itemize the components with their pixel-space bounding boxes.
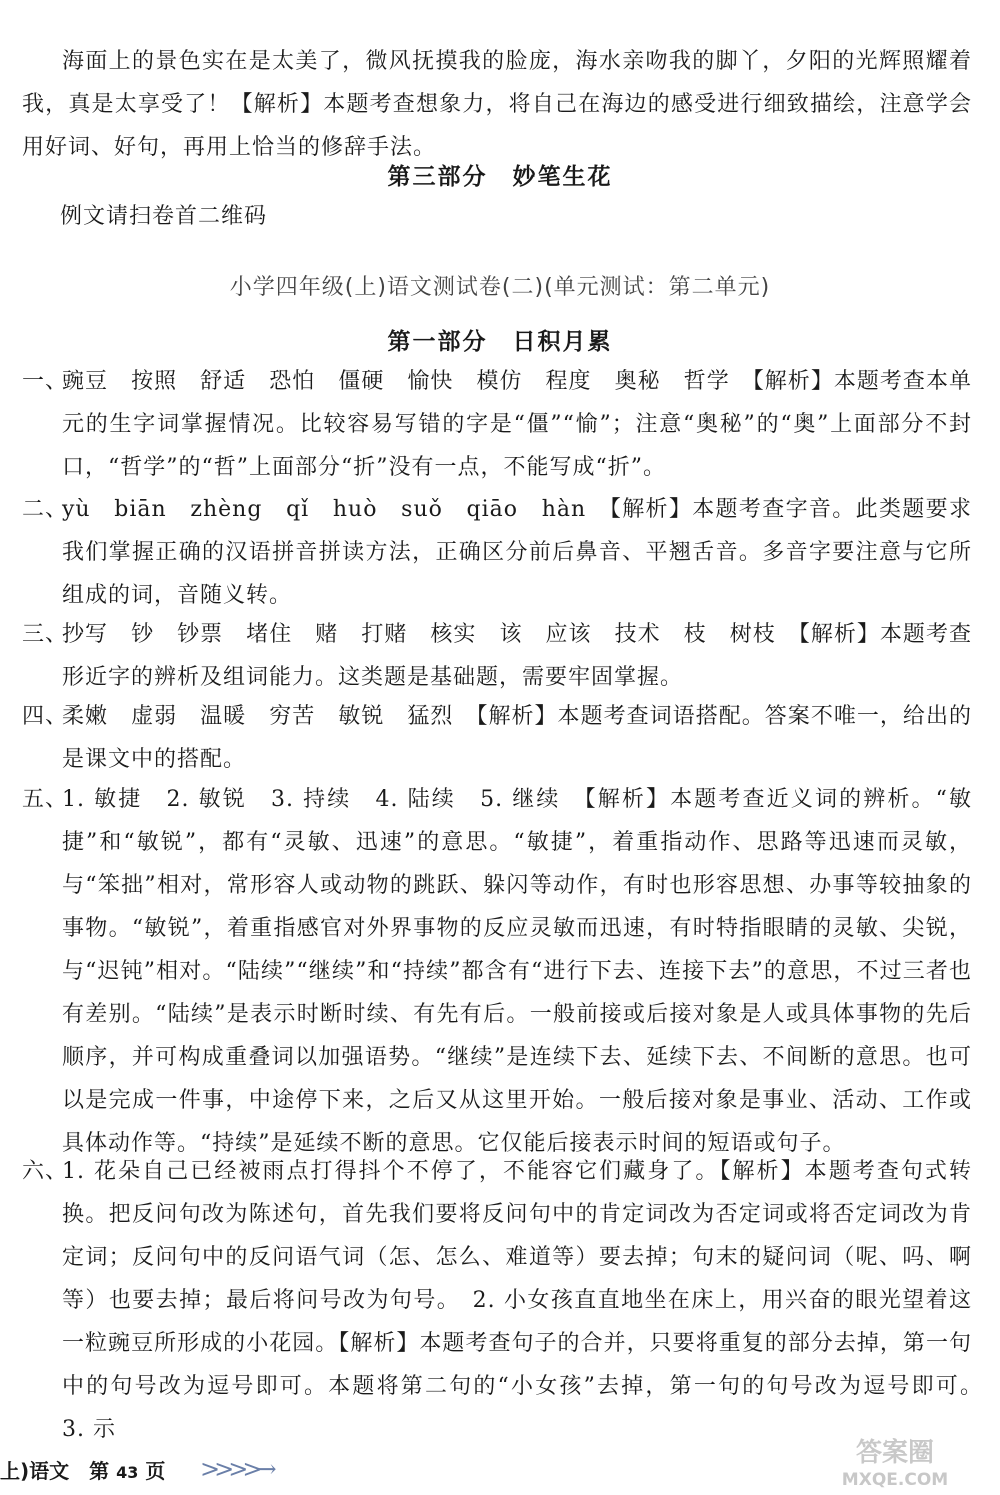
page-footer bbox=[0, 1455, 165, 1484]
svg-text:MXQE.COM: MXQE.COM bbox=[841, 1470, 949, 1490]
item-text: 1. 花朵自己已经被雨点打得抖个不停了，不能容它们藏身了。【解析】本题考查句式转换。把反问句改为陈述句，首先我们要将反问句中的肯定词改为否定词或将否定词改为肯定词；反问句中的反问语气词（怎、怎么、难道等）要去掉；句末的疑问词（呢、吗、啊等）也要去掉；最后将问号改为句号。 2. 小女孩直直地坐在床上，用兴奋的眼光望着这一粒豌豆所形成的小花园。【解析】本题考查句子的合并，只要将重复的部分去掉，第一句中的句号改为逗号即可。本题将第二句的“小女孩”去掉，第一句的句号改为逗号即可。 3. 示 bbox=[62, 1159, 996, 1442]
section3-text: 例文请扫卷首二维码 bbox=[60, 204, 268, 229]
test-title: 小学四年级(上)语文测试卷(二)(单元测试：第二单元) bbox=[229, 275, 771, 300]
item-number: 六、 bbox=[22, 1159, 69, 1184]
page-number: 43 bbox=[116, 1463, 139, 1482]
svg-text:答案圈: 答案圈 bbox=[855, 1438, 935, 1468]
footer-label: 上)语文 第 bbox=[0, 1459, 110, 1483]
item-number: 五、 bbox=[22, 787, 69, 812]
item-number: 四、 bbox=[22, 704, 69, 729]
item-number: 二、 bbox=[22, 497, 69, 522]
item-number: 一、 bbox=[22, 369, 69, 394]
section1-title: 第一部分 日积月累 bbox=[387, 329, 613, 355]
section3-title: 第三部分 妙笔生花 bbox=[387, 164, 613, 190]
footer-suffix: 页 bbox=[145, 1459, 166, 1483]
intro-paragraph: 海面上的景色实在是太美了，微风抚摸我的脸庞，海水亲吻我的脚丫，夕阳的光辉照耀着我，真是太享受了！【解析】本题考查想象力，将自己在海边的感受进行细致描绘，注意学会用好词、好句，再用上恰当的修辞手法。 bbox=[22, 49, 972, 160]
item-text: 1. 敏捷 2. 敏锐 3. 持续 4. 陆续 5. 继续 【解析】本题考查近义词的辨析。“敏捷”和“敏锐”，都有“灵敏、迅速”的意思。“敏捷”，着重指动作、思路等迅速而灵敏，与“笨拙”相对，常形容人或动物的跳跃、躲闪等动作，有时也形容思想、办事等较抽象的事物。“敏锐”，着重指感官对外界事物的反应灵敏而迅速，有时特指眼睛的灵敏、尖锐，与“迟钝”相对。“陆续”“继续”和“持续”都含有“进行下去、连接下去”的意思，不过三者也有差别。“陆续”是表示时断时续、有先有后。一般前接或后接对象是人或具体事物的先后顺序，并可构成重叠词以加强语势。“继续”是连续下去、延续下去、不间断的意思。也可以是完成一件事，中途停下来，之后又从这里开始。一般后接对象是事业、活动、工作或具体动作等。“持续”是延续不断的意思。它仅能后接表示时间的短语或句子。 bbox=[62, 787, 972, 1156]
arrows-icon: >>>>→ bbox=[200, 1455, 271, 1483]
watermark-logo bbox=[810, 1435, 980, 1490]
item-text: 豌豆 按照 舒适 恐怕 僵硬 愉快 模仿 程度 奥秘 哲学 【解析】本题考查本单元的生字词掌握情况。比较容易写错的字是“僵”“愉”；注意“奥秘”的“奥”上面部分不封口，“哲学”的“哲”上面部分“折”没有一点，不能写成“折”。 bbox=[62, 369, 972, 480]
item-text: 柔嫩 虚弱 温暖 穷苦 敏锐 猛烈 【解析】本题考查词语搭配。答案不唯一，给出的是课文中的搭配。 bbox=[62, 704, 972, 772]
item-number: 三、 bbox=[22, 622, 69, 647]
item-text: 抄写 钞 钞票 堵住 赌 打赌 核实 该 应该 技术 枝 树枝 【解析】本题考查形近字的辨析及组词能力。这类题是基础题，需要牢固掌握。 bbox=[62, 622, 972, 690]
item-text: yù biān zhèng qǐ huò suǒ qiāo hàn 【解析】本题考查字音。此类题要求我们掌握正确的汉语拼音拼读方法，正确区分前后鼻音、平翘舌音。多音字要注意与它所组成的词，音随义转。 bbox=[62, 497, 972, 608]
